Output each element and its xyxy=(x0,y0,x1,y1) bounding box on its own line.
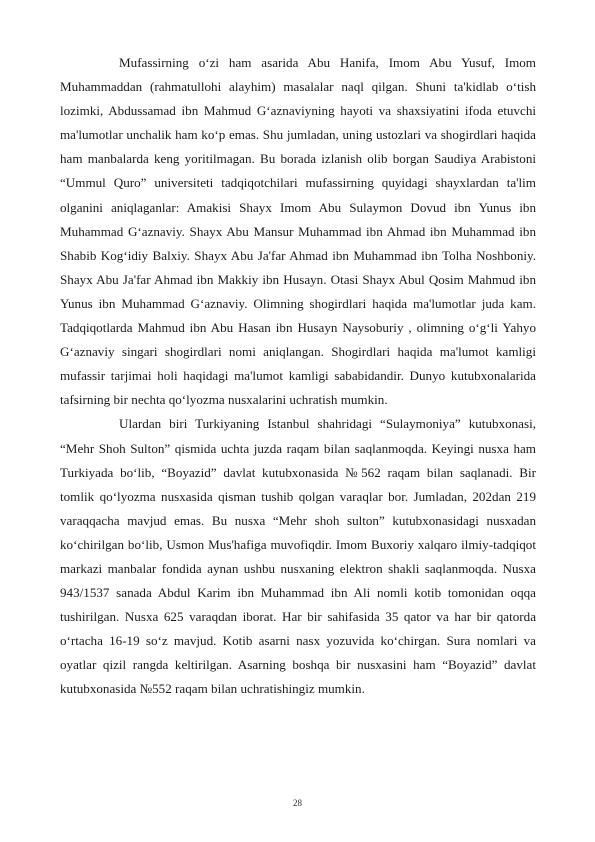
paragraph-2: Ulardan biri Turkiyaning Istanbul shahridagi “Sulaymoniya” kutubxonasi, “Mehr Shoh Sulton” qismida uchta juzda raqam bilan saqlanmoqda. Keyingi nusxa ham Turkiyada bo‘lib, “Boyazid” davlat kutubxonasida №562 raqam bilan saqlanadi. Bir tomlik qo‘lyozma nusxasida qisman tushib qolgan varaqlar bor. Jumladan, 202dan 219 varaqqacha mavjud emas. Bu nusxa “Mehr shoh sulton” kutubxonasidagi nusxadan ko‘chirilgan bo‘lib, Usmon Mus'hafiga muvofiqdir. Imom Buxoriy xalqaro ilmiy-tadqiqot markazi manbalar fondida aynan ushbu nusxaning elektron shakli saqlanmoqda. Nusxa 943/1537 sanada Abdul Karim ibn Muhammad ibn Ali nomli kotib tomonidan oqqa tushirilgan. Nusxa 625 varaqdan iborat. Har bir sahifasida 35 qator va har bir qatorda o‘rtacha 16-19 so‘z mavjud. Kotib asarni nasx yozuvida ko‘chirgan. Sura nomlari va oyatlar qizil rangda keltirilgan. Asarning boshqa bir nusxasini ham “Boyazid” davlat kutubxonasida №552 raqam bilan uchratishingiz mumkin. xyxy=(60,416,536,697)
page-number: 28 xyxy=(293,798,302,808)
body-text xyxy=(60,51,536,702)
paragraph-1: Mufassirning o‘zi ham asarida Abu Hanifa, Imom Abu Yusuf, Imom Muhammaddan (rahmatullohi alayhim) masalalar naql qilgan. Shuni ta'kidlab o‘tish lozimki, Abdussamad ibn Mahmud G‘aznaviyning hayoti va shaxsiyatini ifoda etuvchi ma'lumotlar unchalik ham ko‘p emas. Shu jumladan, uning ustozlari va shogirdlari haqida ham manbalarda keng yoritilmagan. Bu borada izlanish olib borgan Saudiya Arabistoni “Ummul Quro” universiteti tadqiqotchilari mufassirning quyidagi shayxlardan ta'lim olganini aniqlaganlar: Amakisi Shayx Imom Abu Sulaymon Dovud ibn Yunus ibn Muhammad G‘aznaviy. Shayx Abu Mansur Muhammad ibn Ahmad ibn Muhammad ibn Shabib Kog‘idiy Balxiy. Shayx Abu Ja'far Ahmad ibn Muhammad ibn Tolha Noshboniy. Shayx Abu Ja'far Ahmad ibn Makkiy ibn Husayn. Otasi Shayx Abul Qosim Mahmud ibn Yunus ibn Muhammad G‘aznaviy. Olimning shogirdlari haqida ma'lumotlar juda kam. Tadqiqotlarda Mahmud ibn Abu Hasan ibn Husayn Naysoburiy , olimning o‘g‘li Yahyo G‘aznaviy singari shogirdlari nomi aniqlangan. Shogirdlari haqida ma'lumot kamligi mufassir tarjimai holi haqidagi ma'lumot kamligi sababidandir. Dunyo kutubxonalarida tafsirning bir nechta qo‘lyozma nusxalarini uchratish mumkin. xyxy=(60,55,536,408)
